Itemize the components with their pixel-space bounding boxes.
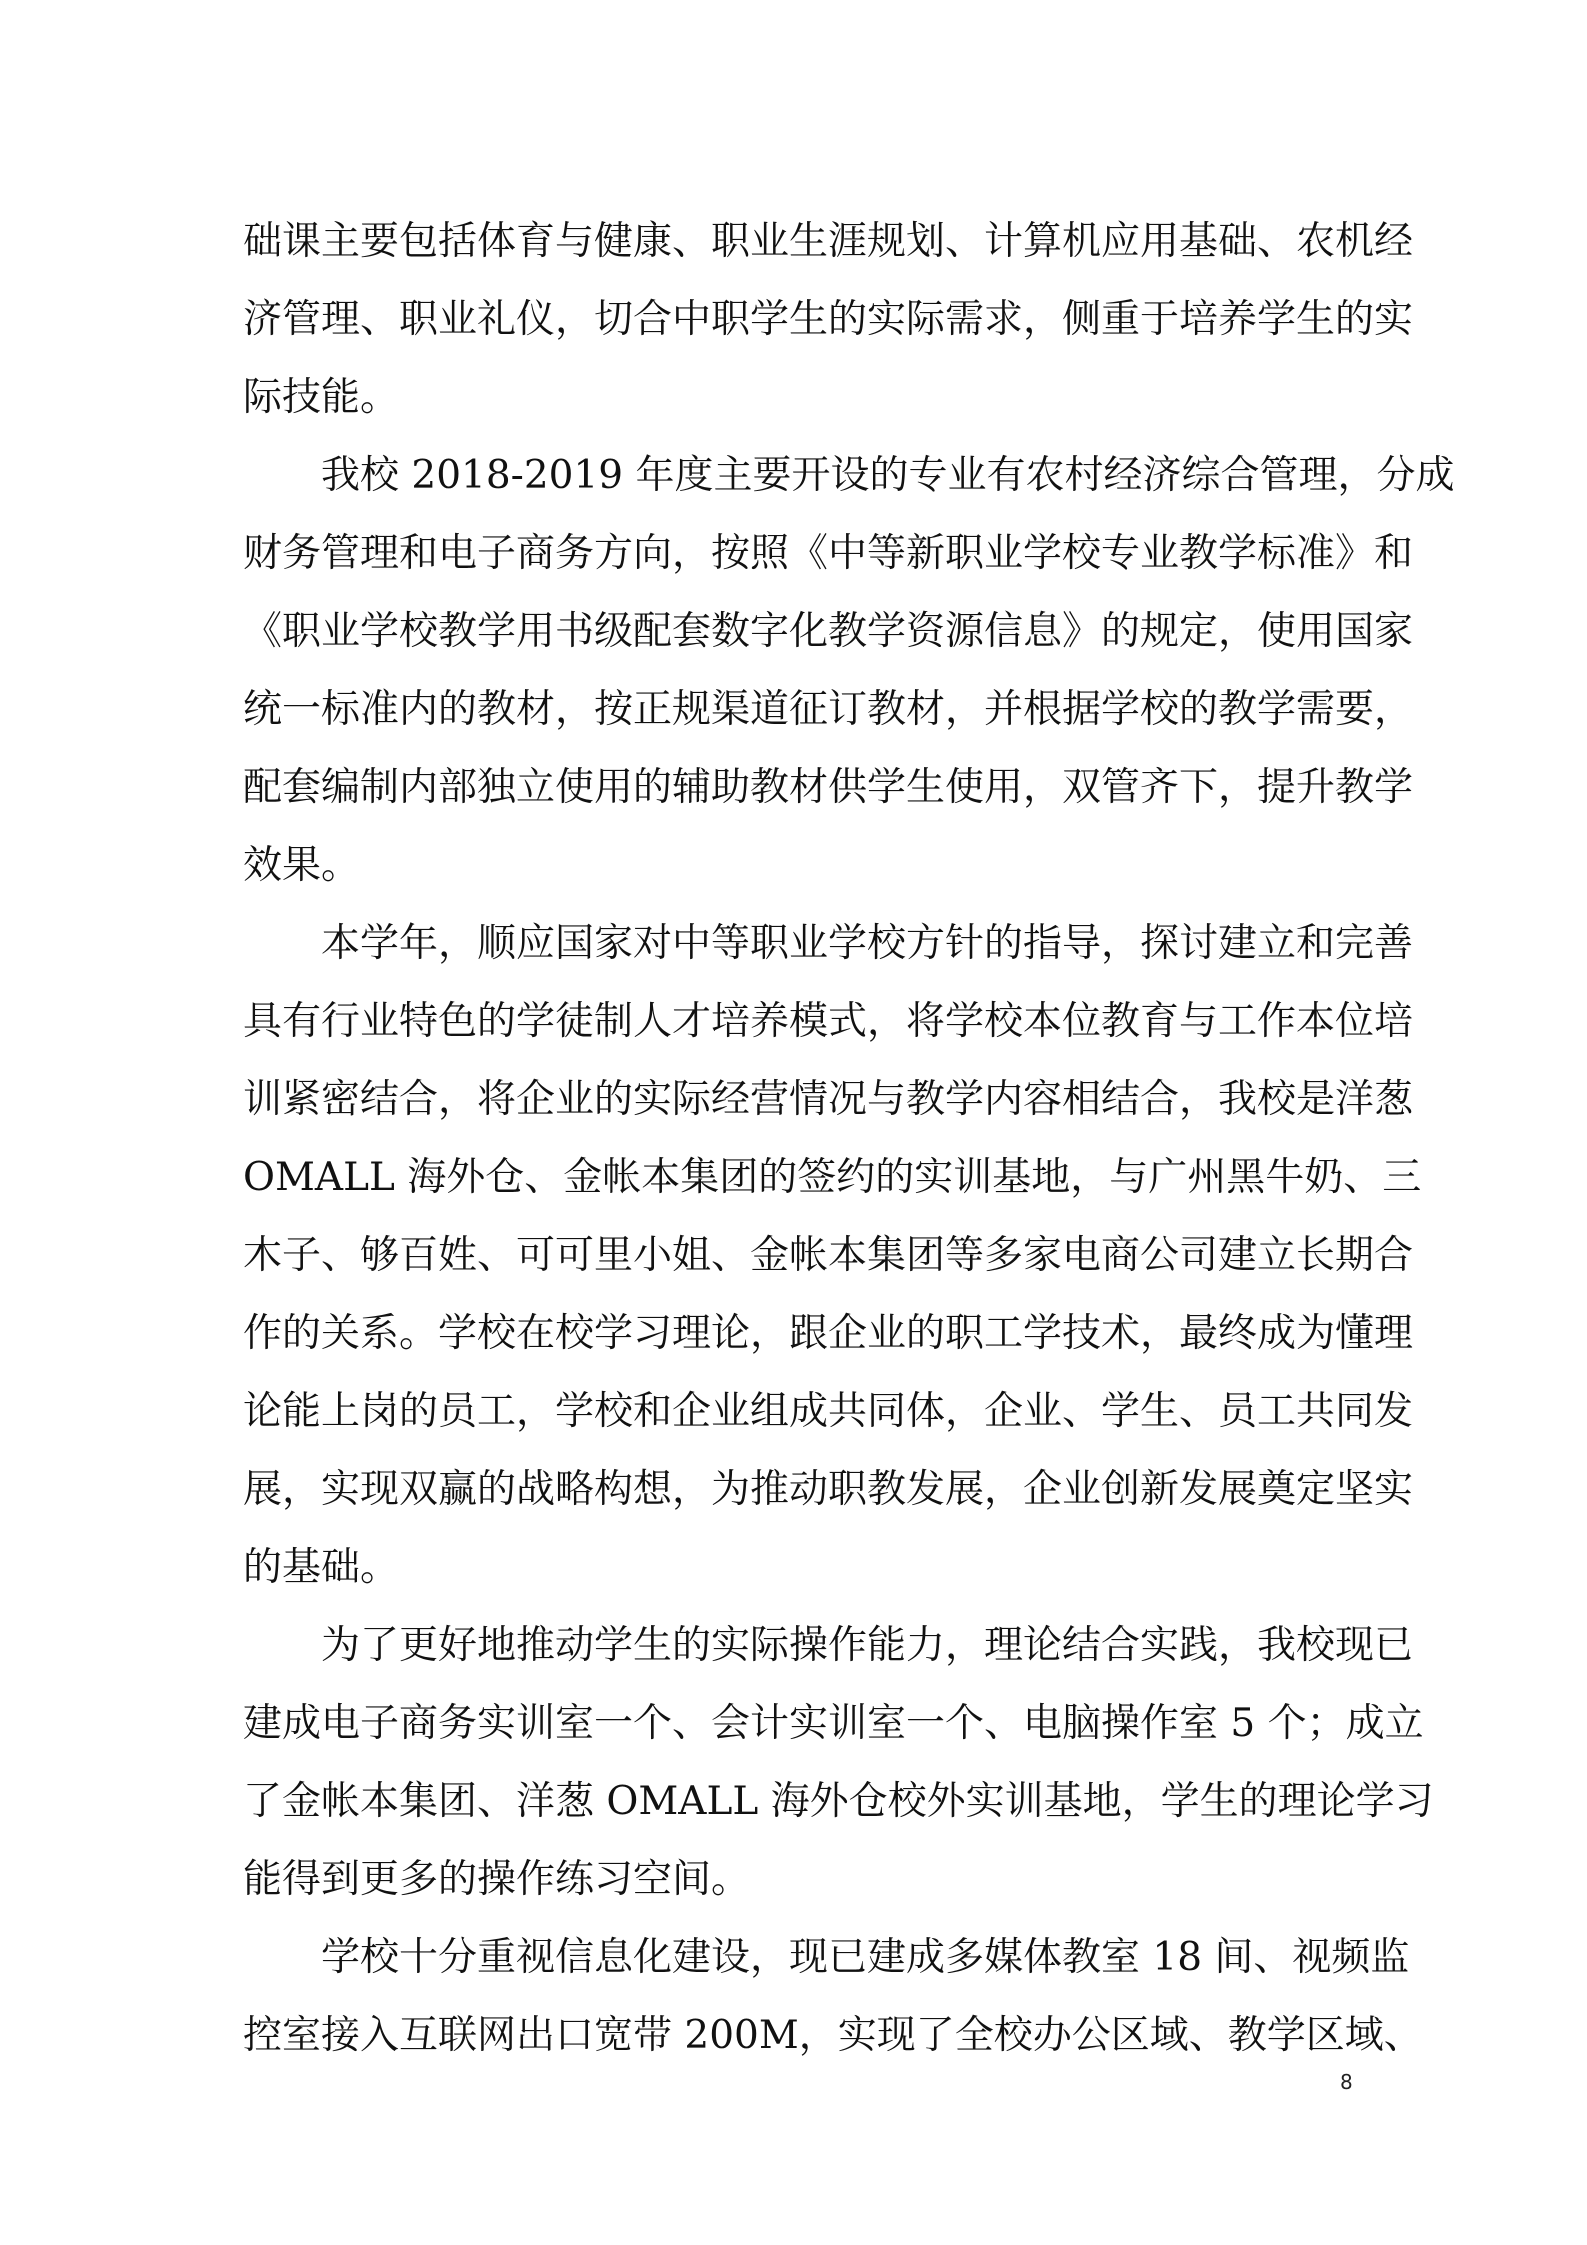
paragraph	[243, 1607, 1434, 1919]
text-line: 础课主要包括体育与健康、职业生涯规划、计算机应用基础、农机经	[243, 219, 1414, 264]
text-line: 际技能。	[243, 375, 400, 420]
text-line: OMALL 海外仓、金帐本集团的签约的实训基地，与广州黑牛奶、三	[243, 1155, 1422, 1200]
text-line: 我校 2018-2019 年度主要开设的专业有农村经济综合管理，分成	[243, 453, 1455, 498]
text-line: 建成电子商务实训室一个、会计实训室一个、电脑操作室 5 个；成立	[243, 1701, 1424, 1746]
paragraph	[243, 437, 1455, 905]
paragraph	[243, 905, 1422, 1607]
text-line: 训紧密结合，将企业的实际经营情况与教学内容相结合，我校是洋葱	[243, 1077, 1414, 1122]
text-line: 具有行业特色的学徒制人才培养模式，将学校本位教育与工作本位培	[243, 999, 1414, 1044]
text-line: 本学年，顺应国家对中等职业学校方针的指导，探讨建立和完善	[243, 921, 1414, 966]
text-line: 学校十分重视信息化建设，现已建成多媒体教室 18 间、视频监	[243, 1935, 1410, 1980]
text-line: 财务管理和电子商务方向，按照《中等新职业学校专业教学标准》和	[243, 531, 1414, 576]
paragraph	[243, 1919, 1423, 2075]
text-line: 统一标准内的教材，按正规渠道征订教材，并根据学校的教学需要，	[243, 687, 1414, 732]
text-line: 了金帐本集团、洋葱 OMALL 海外仓校外实训基地，学生的理论学习	[243, 1779, 1434, 1824]
text-line: 展，实现双赢的战略构想，为推动职教发展，企业创新发展奠定坚实	[243, 1467, 1414, 1512]
text-line: 《职业学校教学用书级配套数字化教学资源信息》的规定，使用国家	[243, 609, 1414, 654]
text-line: 能得到更多的操作练习空间。	[243, 1857, 751, 1902]
document-body	[243, 203, 1455, 2075]
text-line: 作的关系。学校在校学习理论，跟企业的职工学技术，最终成为懂理	[243, 1311, 1414, 1356]
text-line: 济管理、职业礼仪，切合中职学生的实际需求，侧重于培养学生的实	[243, 297, 1414, 342]
text-line: 为了更好地推动学生的实际操作能力，理论结合实践，我校现已	[243, 1623, 1414, 1668]
paragraph	[243, 203, 1414, 437]
text-line: 配套编制内部独立使用的辅助教材供学生使用，双管齐下，提升教学	[243, 765, 1414, 810]
text-line: 论能上岗的员工，学校和企业组成共同体，企业、学生、员工共同发	[243, 1389, 1414, 1434]
text-line: 木子、够百姓、可可里小姐、金帐本集团等多家电商公司建立长期合	[243, 1233, 1414, 1278]
text-line: 效果。	[243, 843, 361, 888]
text-line: 控室接入互联网出口宽带 200M，实现了全校办公区域、教学区域、	[243, 2013, 1423, 2058]
text-line: 的基础。	[243, 1545, 400, 1590]
page-number: 8	[1340, 2070, 1353, 2094]
